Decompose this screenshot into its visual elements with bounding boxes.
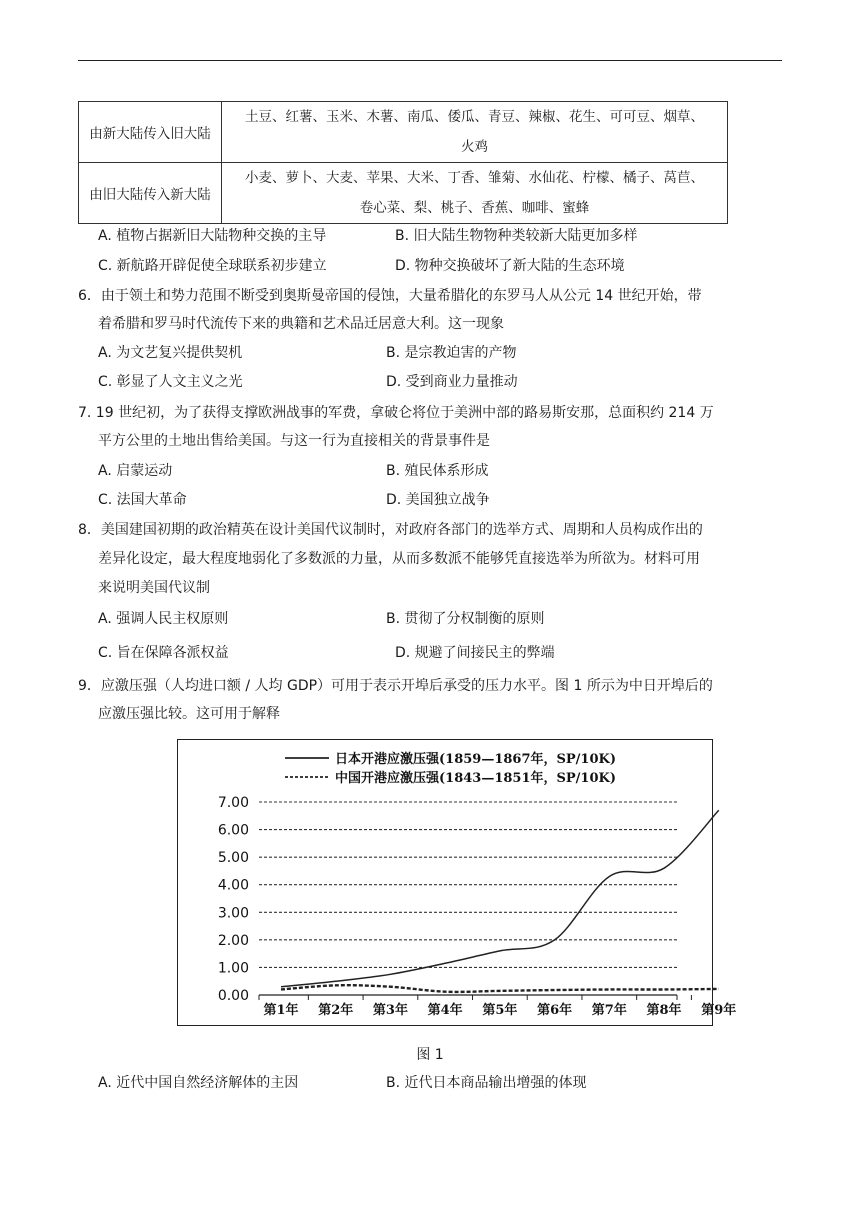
x-tick-label: 第9年 [701,1003,737,1018]
q7-stem-line: 7. 19 世纪初，为了获得支撑欧洲战事的军费，拿破仑将位于美洲中部的路易斯安那，总面积约 214 万 [78,405,714,421]
q5-option-b[interactable]: B. 旧大陆生物物种类较新大陆更加多样 [395,228,638,244]
row-content [222,102,728,163]
q7-option-d[interactable]: D. 美国独立战争 [386,492,490,508]
header-rule [78,60,782,61]
y-tick-label: 0.00 [217,988,249,1004]
legend-entry: 中国开港应激压强(1843—1851年，SP/10K) [335,771,616,786]
row-header: 由新大陆传入旧大陆 [79,102,222,163]
row-content-line: 小麦、萝卜、大麦、苹果、大米、丁香、雏菊、水仙花、柠檬、橘子、莴苣、 [245,170,704,186]
row-header: 由旧大陆传入新大陆 [79,163,222,224]
japan-series-line [281,810,719,986]
q8-stem-line: 来说明美国代议制 [98,580,210,596]
y-tick-label: 7.00 [217,795,249,811]
q7-option-c[interactable]: C. 法国大革命 [98,492,187,508]
q8-option-a[interactable]: A. 强调人民主权原则 [98,611,229,627]
row-content [222,163,728,224]
x-tick-label: 第6年 [537,1003,573,1018]
x-tick-label: 第7年 [591,1003,627,1018]
y-tick-label: 6.00 [217,822,249,839]
q8-stem-line: 8．美国建国初期的政治精英在设计美国代议制时，对政府各部门的选举方式、周期和人员构成作出的 [78,522,703,538]
q5-option-a[interactable]: A. 植物占据新旧大陆物种交换的主导 [98,228,327,244]
q6-stem-line: 6．由于领土和势力范围不断受到奥斯曼帝国的侵蚀，大量希腊化的东罗马人从公元 14 世纪开始，带 [78,288,702,304]
china-series-line [281,985,719,992]
row-content-line: 卷心菜、梨、桃子、香蕉、咖啡、蜜蜂 [359,200,590,216]
q5-option-c[interactable]: C. 新航路开辟促使全球联系初步建立 [98,258,327,274]
y-tick-label: 5.00 [217,850,249,867]
q6-option-b[interactable]: B. 是宗教迫害的产物 [386,345,517,361]
x-tick-label: 第2年 [318,1003,354,1018]
q8-option-c[interactable]: C. 旨在保障各派权益 [98,645,229,661]
x-tick-label: 第5年 [482,1003,518,1018]
q9-option-b[interactable]: B. 近代日本商品输出增强的体现 [386,1075,587,1091]
q6-option-d[interactable]: D. 受到商业力量推动 [386,374,518,390]
species-exchange-table [78,101,728,224]
q6-stem-line: 着希腊和罗马时代流传下来的典籍和艺术品迁居意大利。这一现象 [98,316,504,332]
row-content-line: 土豆、红薯、玉米、木薯、南瓜、倭瓜、青豆、辣椒、花生、可可豆、烟草、 [245,109,704,125]
figure-1-chart [177,739,737,1026]
legend-entry: 日本开港应激压强(1859—1867年，SP/10K) [335,752,616,767]
q5-option-d[interactable]: D. 物种交换破坏了新大陆的生态环境 [395,258,625,274]
y-tick-label: 1.00 [217,960,249,977]
x-tick-label: 第8年 [646,1003,682,1018]
q9-stem-line: 应激压强比较。这可用于解释 [98,706,280,722]
x-tick-label: 第4年 [427,1003,463,1018]
q7-stem-line: 平方公里的土地出售给美国。与这一行为直接相关的背景事件是 [98,433,490,449]
y-tick-label: 3.00 [217,905,249,922]
q9-option-a[interactable]: A. 近代中国自然经济解体的主因 [98,1075,299,1091]
q8-option-d[interactable]: D. 规避了间接民主的弊端 [395,645,555,661]
row-content-line: 火鸡 [461,139,488,155]
x-tick-label: 第1年 [263,1003,299,1018]
figure-caption: 图 1 [416,1047,444,1063]
y-tick-label: 2.00 [217,932,249,949]
q8-option-b[interactable]: B. 贯彻了分权制衡的原则 [386,611,545,627]
q9-stem-line: 9．应激压强（人均进口额 / 人均 GDP）可用于表示开埠后承受的压力水平。图 1 所示为中日开埠后的 [78,678,713,694]
table-row [79,163,728,224]
y-tick-label: 4.00 [217,877,249,894]
q6-option-c[interactable]: C. 彰显了人文主义之光 [98,374,243,390]
q6-option-a[interactable]: A. 为文艺复兴提供契机 [98,345,243,361]
q7-option-a[interactable]: A. 启蒙运动 [98,463,173,479]
q8-stem-line: 差异化设定，最大程度地弱化了多数派的力量，从而多数派不能够凭直接选举为所欲为。材料可用 [98,551,700,567]
table-row [79,102,728,163]
q7-option-b[interactable]: B. 殖民体系形成 [386,463,489,479]
x-tick-label: 第3年 [372,1003,408,1018]
